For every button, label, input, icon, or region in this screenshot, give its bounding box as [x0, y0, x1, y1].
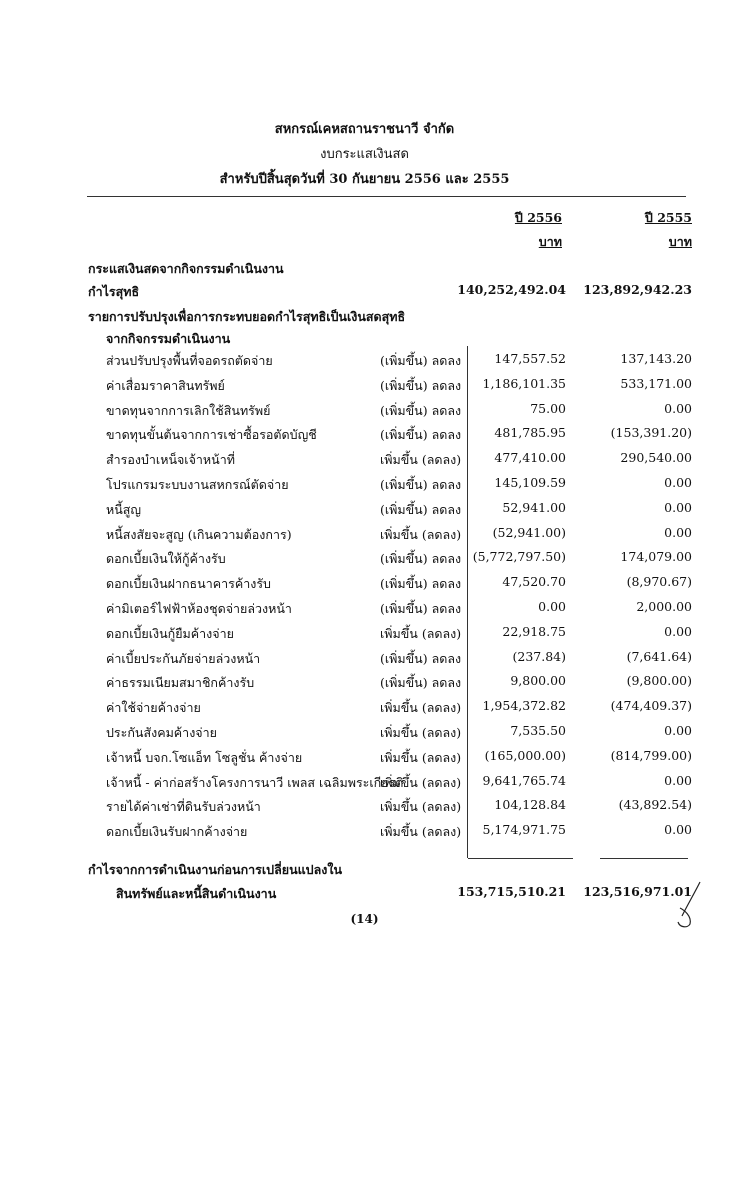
net-profit-2555: 123,892,942.23: [583, 282, 692, 297]
row-value-2555: (9,800.00): [626, 673, 692, 688]
row-value-2556: 47,520.70: [502, 574, 566, 589]
header-rule: [87, 196, 686, 197]
row-label: ค่าเสื่อมราคาสินทรัพย์: [106, 378, 225, 393]
row-label: ค่าใช้จ่ายค้างจ่าย: [106, 700, 201, 715]
row-label: เจ้าหนี้ - ค่าก่อสร้างโครงการนาวี เพลส เฉลิมพระเกียรติ: [106, 775, 404, 790]
statement-title: งบกระแสเงินสด: [320, 147, 409, 162]
row-label: เจ้าหนี้ บจก.โซแอ็ท โซลูชั่น ค้างจ่าย: [106, 750, 303, 765]
col-2555-unit: บาท: [668, 234, 692, 249]
row-value-2555: 0.00: [664, 773, 692, 788]
row-direction-note: (เพิ่มขึ้น) ลดลง: [380, 576, 462, 591]
row-value-2556: (237.84): [512, 649, 566, 664]
adjustments-heading-2: จากกิจกรรมดำเนินงาน: [106, 331, 231, 346]
row-label: ขาดทุนขั้นต้นจากการเช่าซื้อรอตัดบัญชี: [106, 427, 317, 442]
row-direction-note: (เพิ่มขึ้น) ลดลง: [380, 403, 462, 418]
row-direction-note: เพิ่มขึ้น (ลดลง): [380, 452, 462, 467]
row-value-2555: 0.00: [664, 500, 692, 515]
col-2556-year: ปี 2556: [514, 210, 562, 225]
row-label: ประกันสังคมค้างจ่าย: [106, 725, 217, 740]
subtotal-2555: 123,516,971.01: [583, 884, 692, 899]
row-value-2556: 481,785.95: [494, 425, 566, 440]
row-value-2556: 477,410.00: [494, 450, 566, 465]
signature-mark: [672, 880, 708, 930]
adjustments-heading-1: รายการปรับปรุงเพื่อการกระทบยอดกำไรสุทธิเป็นเงินสดสุทธิ: [88, 309, 406, 324]
row-direction-note: เพิ่มขึ้น (ลดลง): [380, 799, 462, 814]
row-label: ขาดทุนจากการเลิกใช้สินทรัพย์: [106, 403, 271, 418]
row-label: หนี้สูญ: [106, 502, 142, 517]
row-value-2555: (814,799.00): [610, 748, 692, 763]
row-value-2556: 22,918.75: [502, 624, 566, 639]
row-direction-note: (เพิ่มขึ้น) ลดลง: [380, 378, 462, 393]
row-value-2555: 2,000.00: [636, 599, 692, 614]
row-value-2556: 9,800.00: [510, 673, 566, 688]
row-value-2556: 1,954,372.82: [482, 698, 566, 713]
row-value-2556: 145,109.59: [494, 475, 566, 490]
row-value-2556: 75.00: [530, 401, 566, 416]
row-direction-note: (เพิ่มขึ้น) ลดลง: [380, 551, 462, 566]
row-value-2555: (43,892.54): [618, 797, 692, 812]
subtotal-label-2: สินทรัพย์และหนี้สินดำเนินงาน: [116, 886, 277, 901]
row-label: สำรองบำเหน็จเจ้าหน้าที่: [106, 452, 235, 467]
row-value-2555: 290,540.00: [620, 450, 692, 465]
row-direction-note: เพิ่มขึ้น (ลดลง): [380, 725, 462, 740]
row-direction-note: เพิ่มขึ้น (ลดลง): [380, 775, 462, 790]
row-label: โปรแกรมระบบงานสหกรณ์ตัดจ่าย: [106, 477, 289, 492]
row-label: ดอกเบี้ยเงินรับฝากค้างจ่าย: [106, 824, 248, 839]
row-direction-note: (เพิ่มขึ้น) ลดลง: [380, 353, 462, 368]
row-label: ค่ามิเตอร์ไฟฟ้าห้องชุดจ่ายล่วงหน้า: [106, 601, 292, 616]
row-direction-note: (เพิ่มขึ้น) ลดลง: [380, 427, 462, 442]
row-value-2555: 533,171.00: [620, 376, 692, 391]
org-name: สหกรณ์เคหสถานราชนาวี จำกัด: [274, 122, 455, 137]
col-2555-year: ปี 2555: [644, 210, 692, 225]
row-direction-note: (เพิ่มขึ้น) ลดลง: [380, 651, 462, 666]
row-value-2556: 1,186,101.35: [482, 376, 566, 391]
section-operating: กระแสเงินสดจากกิจกรรมดำเนินงาน: [88, 261, 284, 276]
row-direction-note: (เพิ่มขึ้น) ลดลง: [380, 477, 462, 492]
row-value-2556: (52,941.00): [492, 525, 566, 540]
subtotal-2556: 153,715,510.21: [457, 884, 566, 899]
row-direction-note: เพิ่มขึ้น (ลดลง): [380, 750, 462, 765]
row-value-2555: 0.00: [664, 525, 692, 540]
row-value-2556: 0.00: [538, 599, 566, 614]
net-profit-2556: 140,252,492.04: [457, 282, 566, 297]
row-value-2555: 174,079.00: [620, 549, 692, 564]
row-value-2555: 0.00: [664, 401, 692, 416]
row-value-2556: (5,772,797.50): [472, 549, 566, 564]
subtotal-label-1: กำไรจากการดำเนินงานก่อนการเปลี่ยนแปลงใน: [88, 862, 343, 877]
row-direction-note: (เพิ่มขึ้น) ลดลง: [380, 601, 462, 616]
row-value-2556: 147,557.52: [494, 351, 566, 366]
row-value-2555: (7,641.64): [626, 649, 692, 664]
row-value-2555: 0.00: [664, 624, 692, 639]
row-value-2555: (8,970.67): [626, 574, 692, 589]
row-value-2556: 52,941.00: [502, 500, 566, 515]
row-label: ส่วนปรับปรุงพื้นที่จอดรถตัดจ่าย: [106, 353, 273, 368]
statement-period: สำหรับปีสิ้นสุดวันที่ 30 กันยายน 2556 และ 2555: [219, 172, 510, 187]
row-direction-note: เพิ่มขึ้น (ลดลง): [380, 824, 462, 839]
row-value-2556: 5,174,971.75: [482, 822, 566, 837]
row-direction-note: เพิ่มขึ้น (ลดลง): [380, 700, 462, 715]
row-value-2556: 104,128.84: [494, 797, 566, 812]
row-value-2555: 0.00: [664, 475, 692, 490]
row-value-2555: 0.00: [664, 723, 692, 738]
row-value-2555: (474,409.37): [610, 698, 692, 713]
row-direction-note: เพิ่มขึ้น (ลดลง): [380, 626, 462, 641]
row-value-2555: 0.00: [664, 822, 692, 837]
adjustments-bracket-line: [467, 346, 468, 858]
row-label: ดอกเบี้ยเงินให้กู้ค้างรับ: [106, 551, 226, 566]
row-label: หนี้สงสัยจะสูญ (เกินความต้องการ): [106, 527, 292, 542]
row-direction-note: (เพิ่มขึ้น) ลดลง: [380, 675, 462, 690]
row-value-2556: 7,535.50: [510, 723, 566, 738]
row-label: ดอกเบี้ยเงินกู้ยืมค้างจ่าย: [106, 626, 234, 641]
row-label: ค่าเบี้ยประกันภัยจ่ายล่วงหน้า: [106, 651, 261, 666]
page-number: (14): [350, 912, 379, 926]
row-value-2555: (153,391.20): [610, 425, 692, 440]
row-label: รายได้ค่าเช่าที่ดินรับล่วงหน้า: [106, 799, 261, 814]
row-label: ดอกเบี้ยเงินฝากธนาคารค้างรับ: [106, 576, 271, 591]
net-profit-label: กำไรสุทธิ: [88, 284, 140, 299]
row-value-2556: 9,641,765.74: [482, 773, 566, 788]
row-value-2556: (165,000.00): [484, 748, 566, 763]
row-value-2555: 137,143.20: [620, 351, 692, 366]
subtotal-rule-2555: [600, 858, 688, 859]
row-direction-note: เพิ่มขึ้น (ลดลง): [380, 527, 462, 542]
row-label: ค่าธรรมเนียมสมาชิกค้างรับ: [106, 675, 255, 690]
row-direction-note: (เพิ่มขึ้น) ลดลง: [380, 502, 462, 517]
subtotal-rule-2556: [468, 858, 573, 859]
col-2556-unit: บาท: [538, 234, 562, 249]
